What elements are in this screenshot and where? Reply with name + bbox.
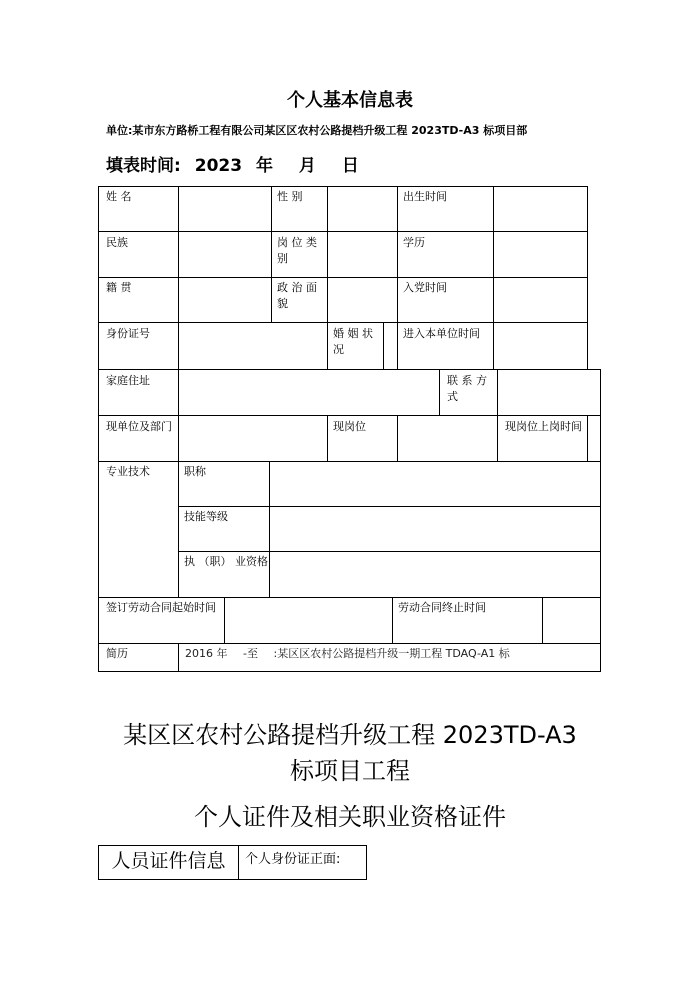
resume-entry [185, 646, 510, 662]
label-ethnicity: 民族 [106, 236, 128, 249]
label-join-unit-time: 进入本单位时间 [403, 327, 480, 340]
label-id-number: 身份证号 [106, 327, 150, 340]
label-current-post: 现岗位 [333, 420, 366, 433]
label-name: 姓 名 [106, 190, 132, 203]
label-gender: 性 别 [277, 190, 303, 203]
label-education: 学历 [403, 236, 425, 249]
fill-date-year: 2023 [194, 156, 243, 176]
label-home-address: 家庭住址 [106, 374, 150, 387]
label-resume: 简历 [106, 647, 128, 660]
label-current-post-time: 现岗位上岗时间 [505, 420, 582, 433]
section-heading-line2: 标项目工程 [290, 757, 410, 785]
label-political-status: 政 治 面 貌 [277, 281, 317, 310]
page-title: 个人基本信息表 [287, 90, 413, 111]
label-specialty: 专业技术 [106, 465, 150, 478]
fill-date-month-unit: 月 [298, 156, 316, 176]
label-skill-level: 技能等级 [184, 510, 228, 523]
label-birth-time: 出生时间 [403, 190, 447, 203]
fill-date [106, 151, 359, 176]
label-contract-end: 劳动合同终止时间 [398, 601, 486, 614]
label-current-unit: 现单位及部门 [106, 420, 172, 433]
fill-date-day-unit: 日 [341, 156, 359, 176]
resume-text: :某区区农村公路提档升级一期工程 TDAQ-A1 标 [273, 647, 510, 660]
section-heading-line1: 某区区农村公路提档升级工程 2023TD-A3 [123, 721, 577, 749]
label-contract-start: 签订劳动合同起始时间 [106, 601, 216, 614]
label-native-place: 籍 贯 [106, 281, 132, 294]
label-professional-title: 职称 [184, 465, 206, 478]
label-qualification: 执 （职） 业资格 [184, 555, 268, 568]
unit-line: 单位:某市东方路桥工程有限公司某区区农村公路提档升级工程 2023TD-A3 标项目部 [106, 124, 528, 137]
id-info-label: 人员证件信息 [99, 846, 239, 879]
resume-year: 2016 年 [185, 647, 228, 660]
resume-separator: -至 [243, 647, 258, 660]
id-front-label: 个人身份证正面: [245, 852, 341, 867]
fill-date-year-unit: 年 [255, 156, 273, 176]
label-party-join-time: 入党时间 [403, 281, 447, 294]
label-marital-status: 婚 姻 状 况 [333, 327, 373, 356]
section-heading-line3: 个人证件及相关职业资格证件 [194, 803, 506, 831]
label-contact: 联 系 方 式 [447, 374, 487, 403]
label-post-type: 岗 位 类 别 [277, 236, 317, 265]
fill-date-label: 填表时间: [106, 156, 181, 176]
